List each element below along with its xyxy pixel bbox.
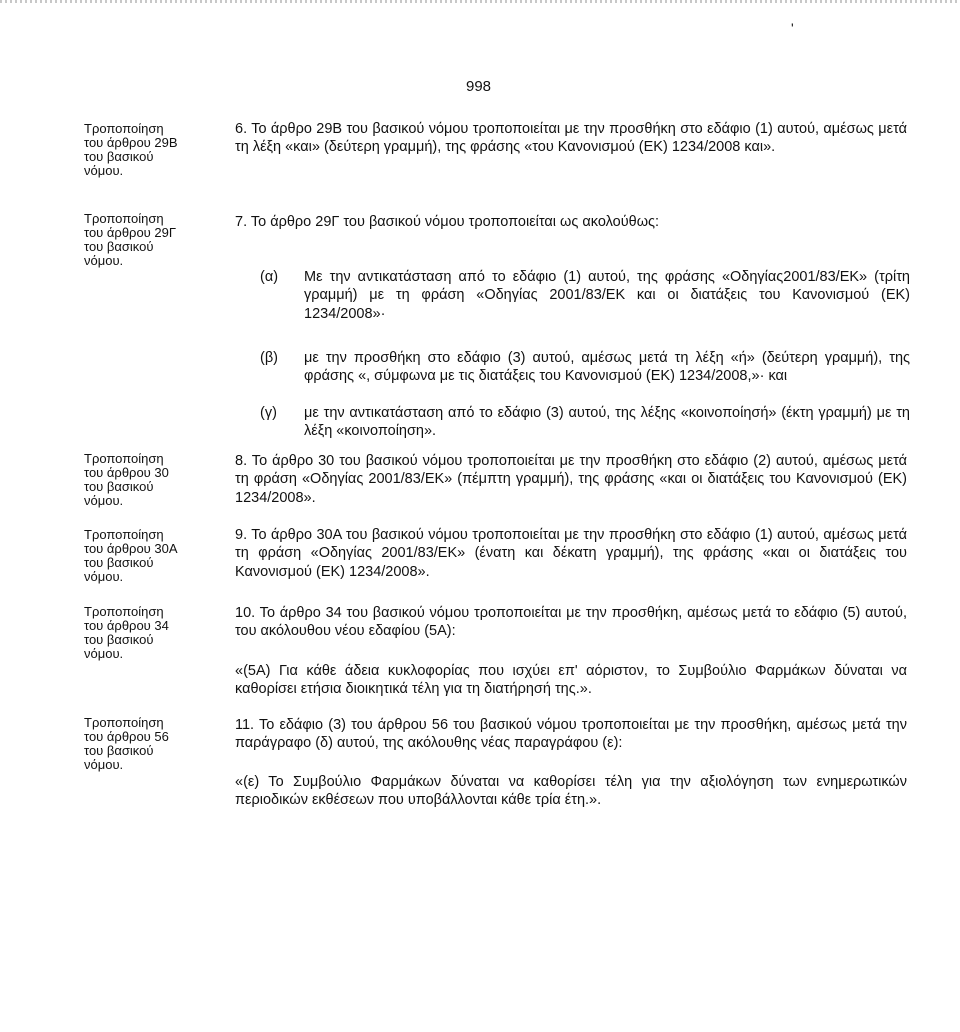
item-7c-text: με την αντικατάσταση από το εδάφιο (3) αυτού, της λέξης «κοινοποίησή» (έκτη γραμμή) με τη λέξη «κοινοποίηση». (304, 405, 910, 440)
item-7a-text: Με την αντικατάσταση από το εδάφιο (1) αυτού, της φράσης «Οδηγίας2001/83/ΕΚ» (τρίτη γραμμή) με τη φράση «Οδηγίας 2001/83/ΕΚ και οι διατάξεις του Κανονισμού (ΕΚ) 1234/2008»· (304, 269, 910, 322)
side-note-line: Τροποποίηση (84, 211, 164, 226)
item-7b-text: με την προσθήκη στο εδάφιο (3) αυτού, αμέσως μετά τη λέξη «ή» (δεύτερη γραμμή), της φράσης «, σύμφωνα με τις διατάξεις του Κανονισμού (ΕΚ) 1234/2008,»· και (304, 350, 910, 385)
side-note-line: του άρθρου 29Γ (84, 225, 177, 240)
page-number: 998 (466, 78, 492, 95)
side-note-line: νόμου. (84, 569, 124, 584)
scan-edge-line (0, 0, 960, 3)
side-note-line: του βασικού (84, 239, 154, 254)
item-7a-label: (α) (260, 269, 279, 285)
side-note-30 (84, 452, 204, 508)
side-note-line: νόμου. (84, 493, 124, 508)
side-note-line: του άρθρου 56 (84, 729, 169, 744)
side-note-line: του άρθρου 30Α (84, 541, 178, 556)
item-7: 7. Το άρθρο 29Γ του βασικού νόμου τροποποιείται ως ακολούθως: (235, 214, 660, 230)
side-note-line: του βασικού (84, 555, 154, 570)
side-note-34 (84, 605, 204, 661)
side-note-line: νόμου. (84, 646, 124, 661)
item-7b-label: (β) (260, 350, 278, 366)
side-note-30a (84, 528, 204, 584)
side-note-line: του άρθρου 30 (84, 465, 169, 480)
item-6: 6. Το άρθρο 29Β του βασικού νόμου τροποποιείται με την προσθήκη στο εδάφιο (1) αυτού, αμέσως μετά τη λέξη «και» (δεύτερη γραμμή), της φράσης «του Κανονισμού (ΕΚ) 1234/2008 και». (235, 121, 907, 156)
item-11: 11. Το εδάφιο (3) του άρθρου 56 του βασικού νόμου τροποποιείται με την προσθήκη, αμέσως μετά την παράγραφο (δ) αυτού, της ακόλουθης νέας παραγράφου (ε): (235, 717, 907, 752)
side-note-line: Τροποποίηση (84, 715, 164, 730)
side-note-line: Τροποποίηση (84, 604, 164, 619)
side-note-line: Τροποποίηση (84, 451, 164, 466)
side-note-line: του άρθρου 29Β (84, 135, 178, 150)
item-7c-label: (γ) (260, 405, 277, 421)
side-note-line: νόμου. (84, 163, 124, 178)
side-note-line: Τροποποίηση (84, 527, 164, 542)
side-note-56 (84, 716, 204, 772)
side-note-line: νόμου. (84, 757, 124, 772)
side-note-29g (84, 212, 204, 268)
item-9: 9. Το άρθρο 30Α του βασικού νόμου τροποποιείται με την προσθήκη στο εδάφιο (1) αυτού, αμέσως μετά τη φράση «Οδηγίας 2001/83/ΕΚ» (ένατη και δέκατη γραμμή), της φράσης «και οι διατάξεις του Κανονισμού (ΕΚ) 1234/2008». (235, 527, 907, 580)
side-note-29b (84, 122, 204, 178)
stray-mark: ' (791, 20, 794, 36)
side-note-line: του βασικού (84, 632, 154, 647)
side-note-line: του βασικού (84, 479, 154, 494)
item-8: 8. Το άρθρο 30 του βασικού νόμου τροποποιείται με την προσθήκη στο εδάφιο (2) αυτού, αμέσως μετά τη φράση «Οδηγίας 2001/83/ΕΚ» (πέμπτη γραμμή), της φράσης «και οι διατάξεις του Κανονισμού (ΕΚ) 1234/2008». (235, 453, 907, 506)
side-note-line: του άρθρου 34 (84, 618, 169, 633)
side-note-line: του βασικού (84, 149, 154, 164)
item-10-quote: «(5Α) Για κάθε άδεια κυκλοφορίας που ισχύει επ' αόριστον, το Συμβούλιο Φαρμάκων δύναται να καθορίσει ετήσια διοικητικά τέλη για τη διατήρησή της.». (235, 663, 907, 698)
item-10: 10. Το άρθρο 34 του βασικού νόμου τροποποιείται με την προσθήκη, αμέσως μετά το εδάφιο (5) αυτού, του ακόλουθου νέου εδαφίου (5Α): (235, 605, 907, 640)
side-note-line: του βασικού (84, 743, 154, 758)
side-note-line: Τροποποίηση (84, 121, 164, 136)
item-11-quote: «(ε) Το Συμβούλιο Φαρμάκων δύναται να καθορίσει τέλη για την αξιολόγηση των ενημερωτικών περιοδικών εκθέσεων που υποβάλλονται κάθε τρία έτη.». (235, 774, 907, 809)
side-note-line: νόμου. (84, 253, 124, 268)
